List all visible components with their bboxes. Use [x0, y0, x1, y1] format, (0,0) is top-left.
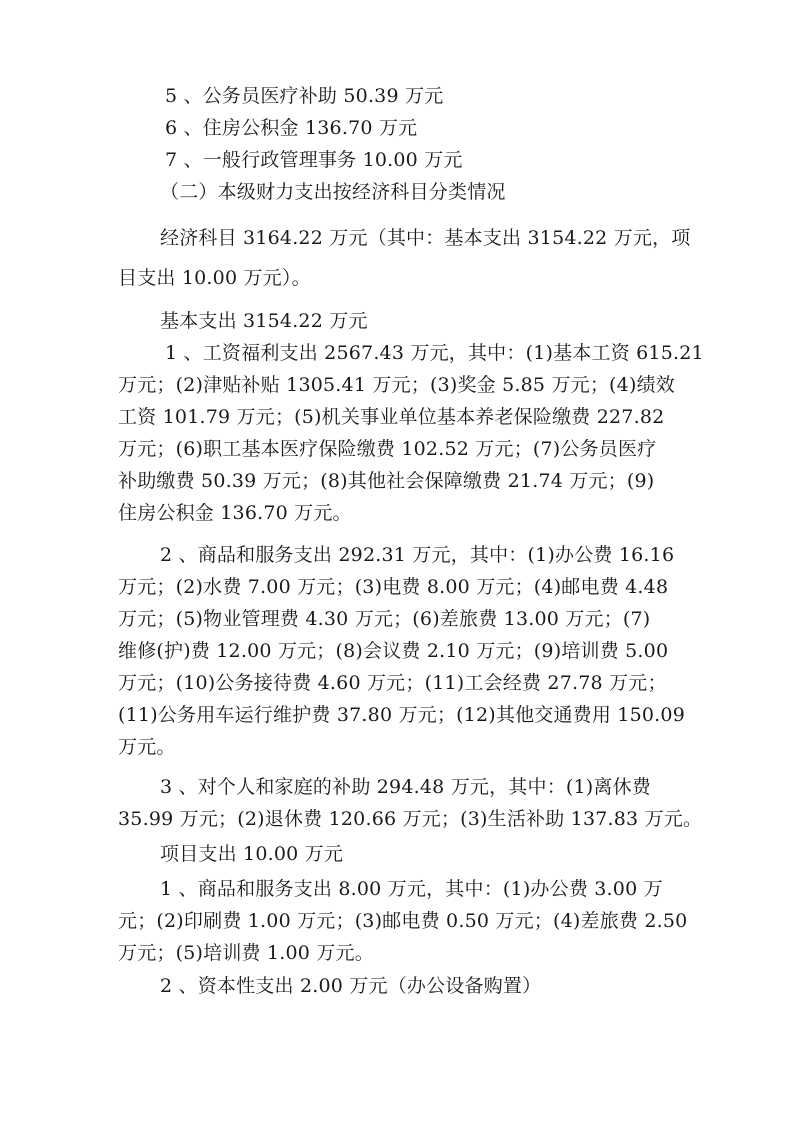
- text-line: (11)公务用车运行维护费 37.80 万元；(12)其他交通费用 150.09: [118, 704, 685, 726]
- text-line: 万元；(2)水费 7.00 万元；(3)电费 8.00 万元；(4)邮电费 4.48: [118, 576, 669, 598]
- text-line: 万元；(6)职工基本医疗保险缴费 102.52 万元；(7)公务员医疗: [118, 438, 657, 460]
- text-line: 35.99 万元；(2)退休费 120.66 万元；(3)生活补助 137.83 万元。: [118, 808, 703, 830]
- text-line: 补助缴费 50.39 万元；(8)其他社会保障缴费 21.74 万元；(9): [118, 470, 655, 492]
- text-line: 2 、资本性支出 2.00 万元（办公设备购置）: [160, 975, 542, 997]
- text-line: 万元。: [118, 736, 176, 758]
- text-line: 7 、一般行政管理事务 10.00 万元: [165, 149, 463, 171]
- subsection-heading: 基本支出 3154.22 万元: [160, 310, 368, 332]
- text-line: 3 、对个人和家庭的补助 294.48 万元，其中：(1)离休费: [160, 776, 652, 798]
- text-line: 2 、商品和服务支出 292.31 万元，其中：(1)办公费 16.16: [160, 544, 675, 566]
- text-line: 住房公积金 136.70 万元。: [118, 502, 352, 524]
- text-line: 6 、住房公积金 136.70 万元: [165, 117, 418, 139]
- section-heading: （二）本级财力支出按经济科目分类情况: [160, 181, 506, 203]
- text-line: 目支出 10.00 万元）。: [118, 267, 311, 289]
- text-line: 万元；(5)物业管理费 4.30 万元；(6)差旅费 13.00 万元；(7): [118, 608, 651, 630]
- text-line: 5 、公务员医疗补助 50.39 万元: [165, 85, 444, 107]
- text-line: 1 、工资福利支出 2567.43 万元，其中：(1)基本工资 615.21: [165, 342, 704, 364]
- text-line: 经济科目 3164.22 万元（其中：基本支出 3154.22 万元，项: [160, 227, 691, 249]
- text-line: 元；(2)印刷费 1.00 万元；(3)邮电费 0.50 万元；(4)差旅费 2.50: [118, 910, 688, 932]
- text-line: 万元；(5)培训费 1.00 万元。: [118, 942, 374, 964]
- text-line: 1 、商品和服务支出 8.00 万元，其中：(1)办公费 3.00 万: [160, 878, 663, 900]
- text-line: 工资 101.79 万元；(5)机关事业单位基本养老保险缴费 227.82: [118, 406, 665, 428]
- text-line: 万元；(10)公务接待费 4.60 万元；(11)工会经费 27.78 万元；: [118, 672, 667, 694]
- text-line: 维修(护)费 12.00 万元；(8)会议费 2.10 万元；(9)培训费 5.00: [118, 640, 669, 662]
- subsection-heading: 项目支出 10.00 万元: [160, 843, 344, 865]
- text-line: 万元；(2)津贴补贴 1305.41 万元；(3)奖金 5.85 万元；(4)绩效: [118, 374, 675, 396]
